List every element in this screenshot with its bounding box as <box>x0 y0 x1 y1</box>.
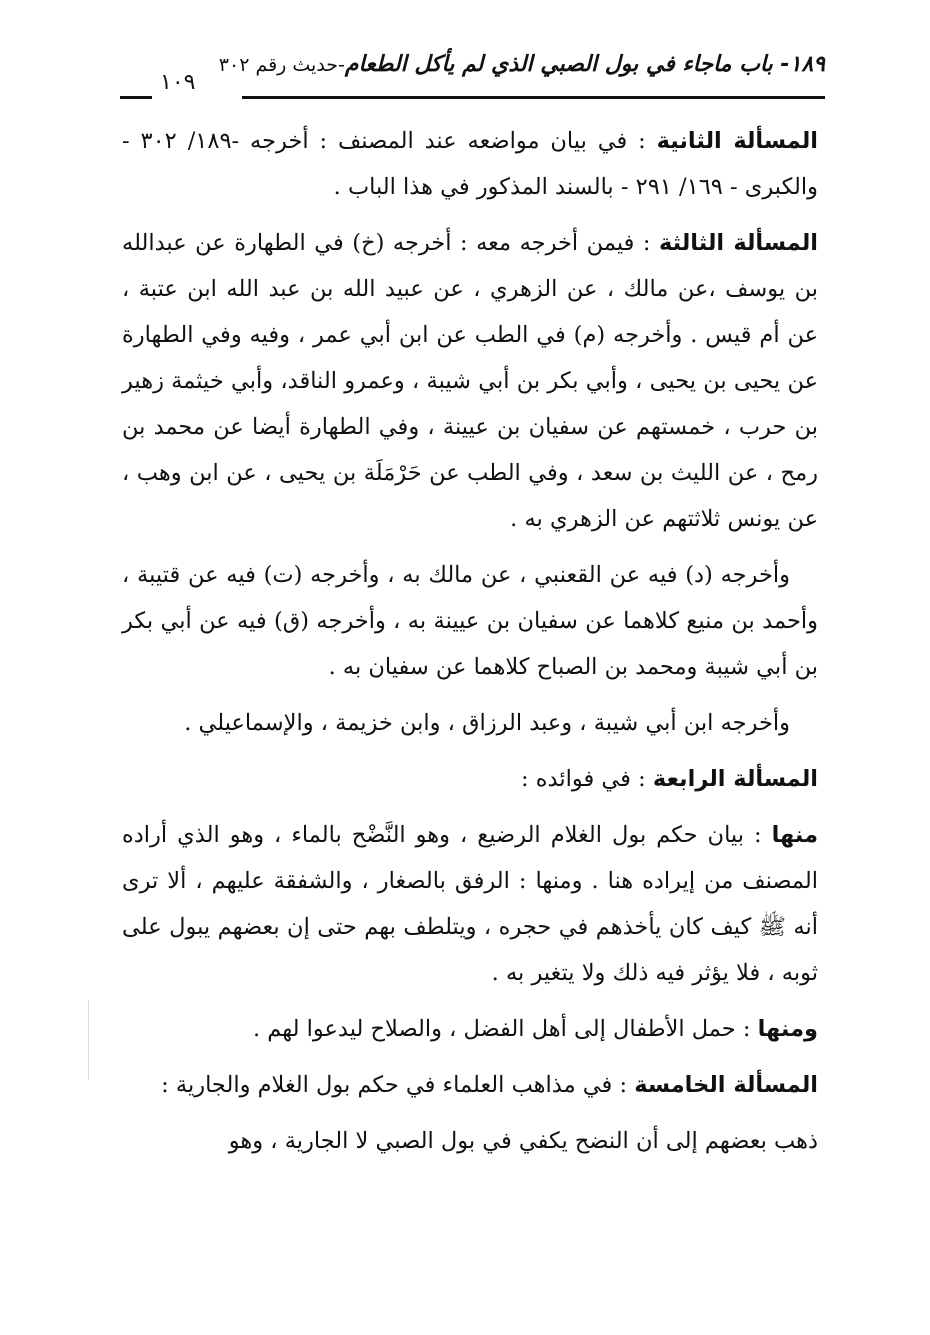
page-header <box>120 44 825 100</box>
chapter-title <box>219 52 825 77</box>
paragraph-lead: منها <box>771 822 818 848</box>
paragraph-lead: المسألة الخامسة <box>634 1072 818 1098</box>
paragraph-text: : في مذاهب العلماء في حكم بول الغلام والجارية : <box>161 1072 635 1098</box>
paragraph-takhrij-3 <box>122 700 818 746</box>
hadith-number: -حديث رقم ٣٠٢ <box>218 54 345 76</box>
paragraph-issue-5 <box>122 1062 818 1108</box>
paragraph-text: : حمل الأطفال إلى أهل الفضل ، والصلاح ليدعوا لهم . <box>252 1016 758 1042</box>
paragraph-lead: المسألة الرابعة <box>652 766 818 792</box>
paragraph-text: : في بيان مواضعه عند المصنف : أخرجه -١٨٩/ ٣٠٢ - والكبرى - ١٦٩/ ٢٩١ - بالسند المذكور في هذا الباب . <box>122 128 818 200</box>
page-number: ١٠٩ <box>160 70 196 95</box>
chapter-title-text: ١٨٩- باب ماجاء في بول الصبي الذي لم يأكل الطعام <box>344 52 825 77</box>
paragraph-lead: المسألة الثالثة <box>659 230 819 256</box>
paragraph-text: وأخرجه ابن أبي شيبة ، وعبد الرزاق ، وابن خزيمة ، والإسماعيلي . <box>184 710 790 736</box>
margin-mark <box>88 1000 89 1080</box>
paragraph-issue-4 <box>122 756 818 802</box>
paragraph-benefit-1 <box>122 812 818 996</box>
paragraph-text: : بيان حكم بول الغلام الرضيع ، وهو النَّضْح بالماء ، وهو الذي أراده المصنف من إيراده هنا . ومنها : الرفق بالصغار ، والشفقة عليهم ، ألا ترى أنه ﷺ كيف كان يأخذهم في حجره ، ويتلطف بهم حتى إن بعضهم يبول على ثوبه ، فلا يؤثر فيه ذلك ولا يتغير به . <box>122 822 818 986</box>
paragraph-lead: ومنها <box>757 1016 818 1042</box>
body-text <box>122 118 818 1174</box>
paragraph-text: : فيمن أخرجه معه : أخرجه (خ) في الطهارة عن عبدالله بن يوسف ،عن مالك ، عن الزهري ، عن عبيد الله بن عبد الله ابن عتبة ، عن أم قيس . وأخرجه (م) في الطب عن ابن أبي عمر ، وفيه وفي الطهارة عن يحيى بن يحيى ، وأبي بكر بن أبي شيبة ، وعمرو الناقد، وأبي خيثمة زهير بن حرب ، خمستهم عن سفيان بن عيينة ، وفي الطهارة أيضا عن محمد بن رمح ، عن الليث بن سعد ، وفي الطب عن حَرْمَلَة بن يحيى ، عن ابن وهب ، عن يونس ثلاثتهم عن الزهري به . <box>122 230 818 532</box>
paragraph-issue-2 <box>122 118 818 210</box>
paragraph-lead: المسألة الثانية <box>656 128 818 154</box>
paragraph-text: : في فوائده : <box>521 766 653 792</box>
paragraph-text: ذهب بعضهم إلى أن النضح يكفي في بول الصبي لا الجارية ، وهو <box>228 1128 818 1154</box>
paragraph-takhrij-2 <box>122 552 818 690</box>
paragraph-text: وأخرجه (د) فيه عن القعنبي ، عن مالك به ، وأخرجه (ت) فيه عن قتيبة ، وأحمد بن منيع كلاهما عن سفيان بن عيينة به ، وأخرجه (ق) فيه عن أبي بكر بن أبي شيبة ومحمد بن الصباح كلاهما عن سفيان به . <box>122 562 818 680</box>
paragraph-continued <box>122 1118 818 1164</box>
paragraph-benefit-2 <box>122 1006 818 1052</box>
paragraph-issue-3 <box>122 220 818 542</box>
